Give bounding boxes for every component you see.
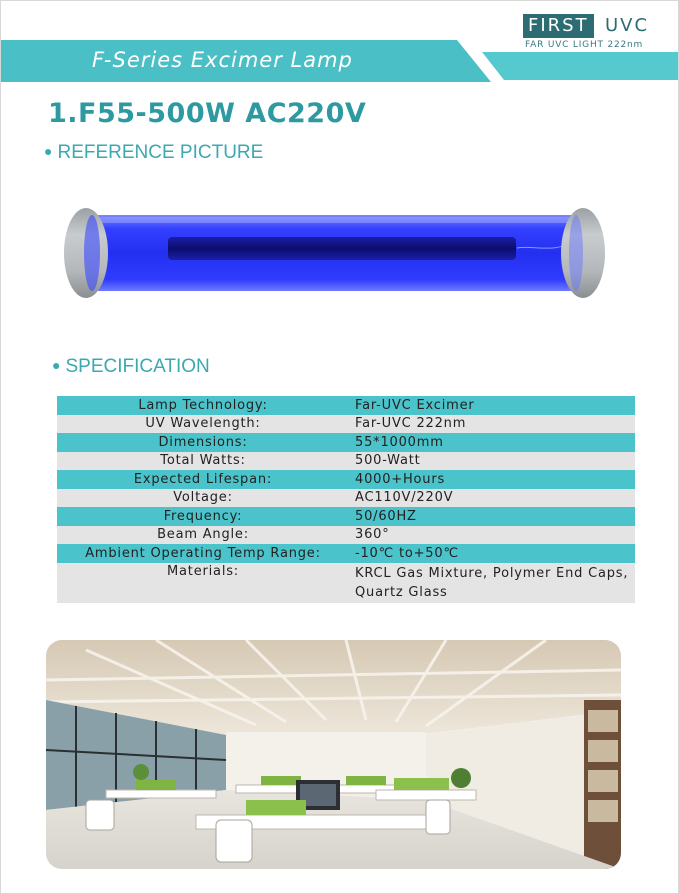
lamp-image	[62, 205, 607, 303]
bullet-icon: ●	[52, 357, 61, 373]
spec-value: 4000+Hours	[355, 471, 446, 487]
spec-row	[57, 433, 635, 452]
spec-label: Beam Angle:	[157, 527, 249, 543]
header-band-accent	[482, 52, 678, 80]
spec-row	[57, 489, 635, 508]
lamp-core	[168, 237, 516, 260]
spec-label: Voltage:	[173, 490, 233, 506]
spec-label: Ambient Operating Temp Range:	[85, 545, 321, 561]
spec-value: 360°	[355, 527, 390, 543]
logo-tagline: FAR UVC LIGHT 222nm	[525, 40, 644, 50]
section-reference-label: REFERENCE PICTURE	[57, 142, 264, 163]
spec-value-line: Quartz Glass	[355, 584, 448, 600]
spec-value: -10℃ to+50℃	[355, 545, 459, 561]
spec-row	[57, 526, 635, 545]
header-title: F-Series Excimer Lamp	[92, 48, 353, 72]
office-illustration	[46, 640, 621, 869]
spec-row	[57, 452, 635, 471]
spec-table	[57, 396, 635, 603]
spec-value: 55*1000mm	[355, 434, 444, 450]
spec-row	[57, 563, 635, 603]
spec-value: AC110V/220V	[355, 490, 454, 506]
spec-value: 50/60HZ	[355, 508, 417, 524]
spec-label: Dimensions:	[158, 434, 248, 450]
spec-label: Materials:	[167, 563, 239, 579]
spec-label: Lamp Technology:	[138, 397, 268, 413]
model-title: 1.F55-500W AC220V	[48, 98, 367, 129]
spec-value	[349, 564, 628, 602]
bullet-icon: ●	[44, 143, 53, 159]
spec-label: Expected Lifespan:	[133, 471, 273, 487]
spec-label: Frequency:	[163, 508, 243, 524]
spec-value: 500-Watt	[355, 453, 421, 469]
spec-row	[57, 544, 635, 563]
spec-value-line: KRCL Gas Mixture, Polymer End Caps,	[355, 565, 629, 581]
office-photo	[46, 640, 621, 869]
spec-value: Far-UVC 222nm	[355, 416, 467, 432]
section-specification-label: SPECIFICATION	[65, 356, 210, 377]
section-reference	[44, 142, 263, 164]
logo-uvc: UVC	[605, 15, 650, 36]
spec-row	[57, 507, 635, 526]
spec-label: UV Wavelength:	[145, 416, 261, 432]
spec-row	[57, 415, 635, 434]
logo-first: FIRST	[523, 14, 594, 38]
section-specification	[52, 356, 210, 378]
spec-row	[57, 470, 635, 489]
spec-value: Far-UVC Excimer	[355, 397, 475, 413]
spec-row	[57, 396, 635, 415]
spec-label: Total Watts:	[160, 453, 246, 469]
